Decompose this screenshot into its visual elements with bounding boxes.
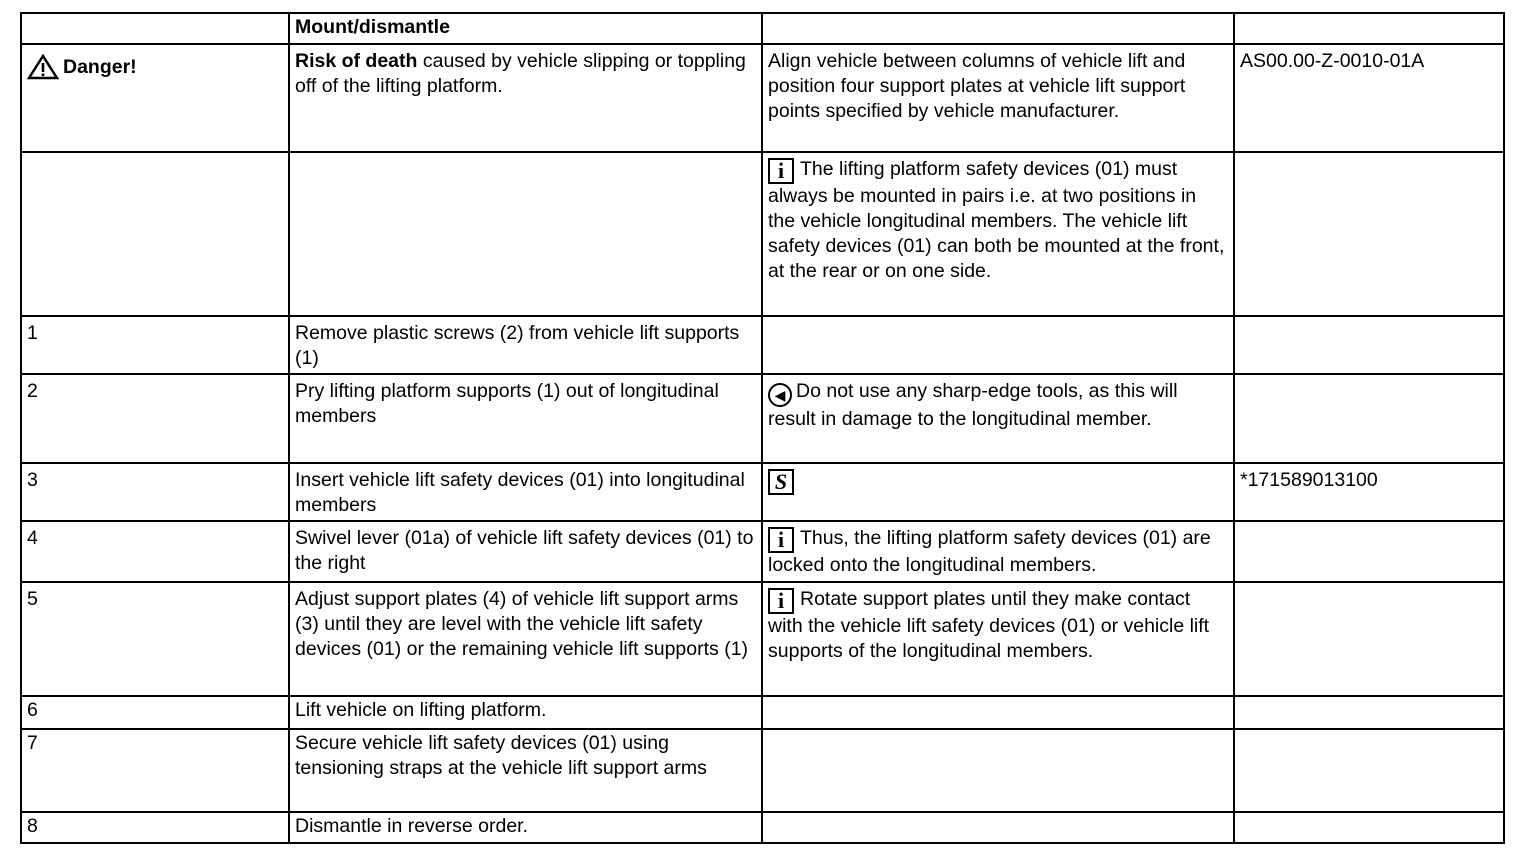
info-empty-cell	[21, 152, 289, 316]
info-empty-cell-2	[289, 152, 762, 316]
step-note	[762, 582, 1234, 696]
danger-instruction-cell: Align vehicle between columns of vehicle lift and position four support plates at vehicle lift support points specified by vehicle manufacturer.	[762, 44, 1234, 152]
danger-doc-ref: AS00.00-Z-0010-01A	[1234, 44, 1504, 152]
step-note	[762, 521, 1234, 582]
danger-risk-cell	[289, 44, 762, 152]
info-row	[21, 152, 1504, 316]
danger-label: Danger!	[63, 55, 137, 78]
step-text: Remove plastic screws (2) from vehicle lift supports (1)	[289, 316, 762, 374]
header-row	[21, 13, 1504, 44]
step-ref	[1234, 696, 1504, 729]
table-row	[21, 582, 1504, 696]
header-empty-cell	[21, 13, 289, 44]
procedure-table	[20, 12, 1505, 844]
step-ref: *171589013100	[1234, 463, 1504, 521]
info-icon: i	[768, 158, 794, 184]
tool-icon: S	[768, 469, 794, 495]
header-cell-4	[1234, 13, 1504, 44]
step-ref	[1234, 316, 1504, 374]
table-row	[21, 521, 1504, 582]
table-row	[21, 316, 1504, 374]
step-note	[762, 812, 1234, 843]
risk-description: caused by vehicle slipping or toppling off of the lifting platform.	[295, 50, 746, 97]
step-note	[762, 316, 1234, 374]
info-note-cell	[762, 152, 1234, 316]
table-row	[21, 812, 1504, 843]
step-number: 3	[21, 463, 289, 521]
warning-triangle-icon	[27, 54, 59, 80]
step-text: Pry lifting platform supports (1) out of longitudinal members	[289, 374, 762, 463]
header-cell-3	[762, 13, 1234, 44]
caution-icon: ◀	[768, 383, 792, 407]
step-number: 5	[21, 582, 289, 696]
step-ref	[1234, 812, 1504, 843]
step-text: Dismantle in reverse order.	[289, 812, 762, 843]
table-row	[21, 374, 1504, 463]
step-text: Adjust support plates (4) of vehicle lift support arms (3) until they are level with the vehicle lift safety devices (01) or the remaining vehicle lift supports (1)	[289, 582, 762, 696]
step-note	[762, 729, 1234, 812]
step-text: Swivel lever (01a) of vehicle lift safety devices (01) to the right	[289, 521, 762, 582]
step-number: 4	[21, 521, 289, 582]
info-note-text: The lifting platform safety devices (01) must always be mounted in pairs i.e. at two positions in the vehicle longitudinal members. The vehicle lift safety devices (01) can both be mounted at the front, at the rear or on one side.	[768, 158, 1225, 282]
step-text: Insert vehicle lift safety devices (01) into longitudinal members	[289, 463, 762, 521]
danger-label-cell	[21, 44, 289, 152]
table-row	[21, 729, 1504, 812]
step-text: Lift vehicle on lifting platform.	[289, 696, 762, 729]
header-title: Mount/dismantle	[289, 13, 762, 44]
step-ref	[1234, 729, 1504, 812]
step-note	[762, 374, 1234, 463]
info-icon: i	[768, 588, 794, 614]
info-empty-cell-3	[1234, 152, 1504, 316]
table-row	[21, 696, 1504, 729]
step-number: 7	[21, 729, 289, 812]
step-text: Secure vehicle lift safety devices (01) using tensioning straps at the vehicle lift support arms	[289, 729, 762, 812]
info-icon: i	[768, 527, 794, 553]
step-note	[762, 463, 1234, 521]
table-row	[21, 463, 1504, 521]
step-ref	[1234, 582, 1504, 696]
step-ref	[1234, 374, 1504, 463]
danger-row	[21, 44, 1504, 152]
step-ref	[1234, 521, 1504, 582]
step-note-text: Rotate support plates until they make contact with the vehicle lift safety devices (01) or vehicle lift supports of the longitudinal members.	[768, 588, 1210, 662]
step-number: 6	[21, 696, 289, 729]
risk-of-death-text: Risk of death	[295, 50, 418, 72]
step-number: 2	[21, 374, 289, 463]
step-note-text: Do not use any sharp-edge tools, as this will result in damage to the longitudinal member.	[768, 380, 1178, 430]
step-number: 8	[21, 812, 289, 843]
step-number: 1	[21, 316, 289, 374]
step-note-text: Thus, the lifting platform safety devices (01) are locked onto the longitudinal members.	[768, 527, 1211, 576]
step-note	[762, 696, 1234, 729]
